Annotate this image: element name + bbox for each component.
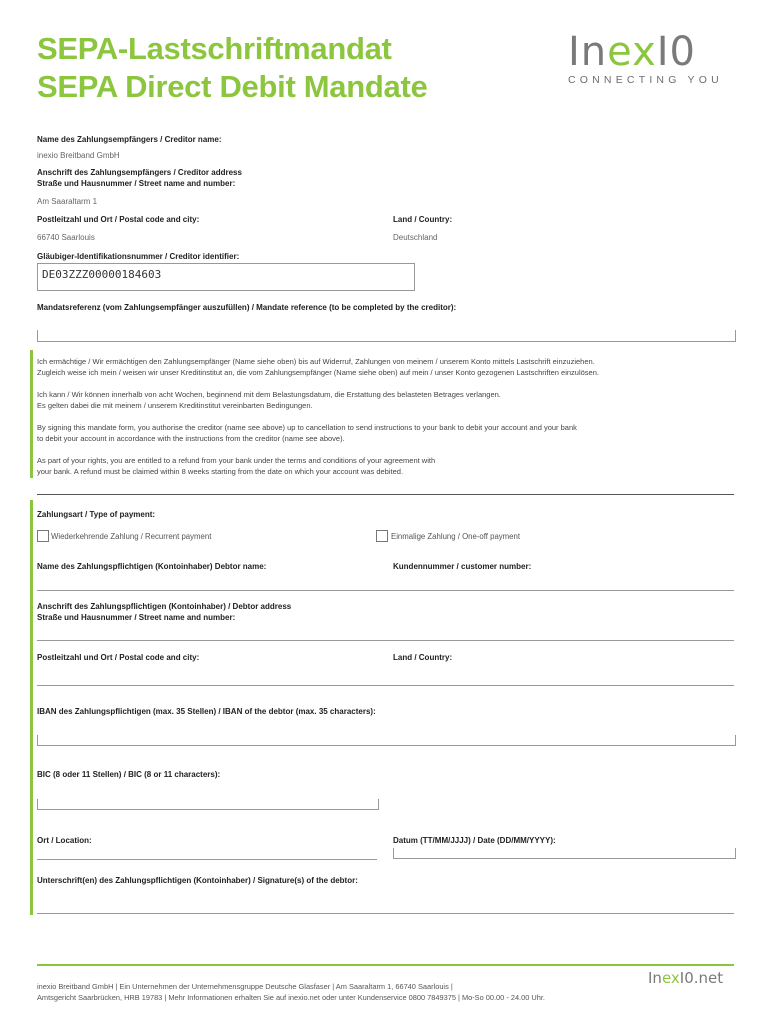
mandate-reference-label: Mandatsreferenz (vom Zahlungsempfänger auszufüllen) / Mandate reference (to be completed by the creditor): [37, 303, 457, 312]
one-off-payment-label: Einmalige Zahlung / One-off payment [391, 532, 521, 541]
debtor-name-field[interactable] [37, 590, 734, 591]
creditor-country-value: Deutschland [393, 233, 438, 242]
creditor-address-label-1: Anschrift des Zahlungsempfängers / Creditor address [37, 168, 242, 177]
creditor-postal-label: Postleitzahl und Ort / Postal code and city: [37, 215, 200, 224]
location-label: Ort / Location: [37, 836, 92, 845]
legal-text-accent-bar [30, 350, 33, 478]
footer-line-2: Amtsgericht Saarbrücken, HRB 19783 | Mehr Informationen erhalten Sie auf inexio.net oder unter Kundenservice 0800 7849375 | Mo-So 00.00 - 24.00 Uhr. [37, 993, 545, 1002]
mandate-reference-field[interactable] [37, 330, 736, 342]
debtor-address-label-1: Anschrift des Zahlungspflichtigen (Kontoinhaber) / Debtor address [37, 602, 292, 611]
debtor-address-field[interactable] [37, 640, 734, 641]
iban-field[interactable] [37, 735, 736, 746]
debtor-postal-field[interactable] [37, 685, 734, 686]
bic-label: BIC (8 oder 11 Stellen) / BIC (8 or 11 characters): [37, 770, 221, 779]
debtor-name-label: Name des Zahlungspflichtigen (Kontoinhaber) Debtor name: [37, 562, 267, 571]
bic-field[interactable] [37, 799, 379, 810]
creditor-country-label: Land / Country: [393, 215, 453, 224]
debtor-address-label-2: Straße und Hausnummer / Street name and number: [37, 613, 236, 622]
date-label: Datum (TT/MM/JJJJ) / Date (DD/MM/YYYY): [393, 836, 556, 845]
refund-paragraph-german: Ich kann / Wir können innerhalb von acht Wochen, beginnend mit dem Belastungsdatum, die Erstattung des belasteten Betrages verlangen. Es gelten dabei die mit meinem / unserem Kreditinstitut vereinbarten Bedingungen. [37, 390, 501, 410]
footer-line-1: inexio Breitband GmbH | Ein Unternehmen der Unternehmensgruppe Deutsche Glasfaser | Am Saaraltarm 1, 66740 Saarlouis | [37, 982, 453, 991]
refund-paragraph-english: As part of your rights, you are entitled to a refund from your bank under the terms and conditions of your agreement with your bank. A refund must be claimed within 8 weeks starting from the date on which your account was debited. [37, 456, 436, 476]
authorization-paragraph-english: By signing this mandate form, you authorise the creditor (name see above) up to cancellation to send instructions to your bank to debit your account and your bank to debit your account in accordance with the instructions from the creditor (name see above). [37, 423, 577, 443]
creditor-name-value: inexio Breitband GmbH [37, 151, 120, 160]
title-english: SEPA Direct Debit Mandate [37, 69, 428, 104]
iban-label: IBAN des Zahlungspflichtigen (max. 35 Stellen) / IBAN of the debtor (max. 35 characters): [37, 707, 376, 716]
inexio-logo [568, 29, 738, 86]
creditor-address-value: Am Saaraltarm 1 [37, 197, 98, 206]
debtor-postal-label: Postleitzahl und Ort / Postal code and city: [37, 653, 200, 662]
section-divider [37, 494, 734, 495]
customer-number-label: Kundennummer / customer number: [393, 562, 532, 571]
creditor-name-label: Name des Zahlungsempfängers / Creditor name: [37, 135, 222, 144]
logo-wordmark: InexI0 [568, 29, 696, 75]
date-field[interactable] [393, 848, 736, 859]
footer-logo: InexI0.net [648, 969, 724, 987]
title-german: SEPA-Lastschriftmandat [37, 31, 392, 66]
payment-type-label: Zahlungsart / Type of payment: [37, 510, 156, 519]
footer-text [37, 981, 597, 1003]
footer-divider [37, 964, 734, 966]
signature-field[interactable] [37, 913, 734, 914]
recurrent-payment-label: Wiederkehrende Zahlung / Recurrent payment [51, 532, 212, 541]
document-title [37, 30, 427, 106]
creditor-postal-value: 66740 Saarlouis [37, 233, 95, 242]
debtor-country-label: Land / Country: [393, 653, 453, 662]
creditor-id-label: Gläubiger-Identifikationsnummer / Creditor identifier: [37, 252, 240, 261]
location-field[interactable] [37, 859, 377, 860]
authorization-paragraph-german: Ich ermächtige / Wir ermächtigen den Zahlungsempfänger (Name siehe oben) bis auf Widerruf, Zahlungen von meinem / unserem Konto mittels Lastschrift einzuziehen. Zugleich weise ich mein / weisen wir unser Kreditinstitut an, die vom Zahlungsempfänger (Name siehe oben) auf mein / unser Konto gezogenen Lastschriften einzulösen. [37, 357, 599, 377]
creditor-id-value: DE03ZZZ00000184603 [42, 268, 162, 281]
signature-label: Unterschrift(en) des Zahlungspflichtigen (Kontoinhaber) / Signature(s) of the debtor: [37, 876, 358, 885]
debtor-section-accent-bar [30, 500, 33, 915]
recurrent-payment-checkbox[interactable] [37, 530, 49, 542]
creditor-address-label-2: Straße und Hausnummer / Street name and number: [37, 179, 236, 188]
one-off-payment-checkbox[interactable] [376, 530, 388, 542]
logo-tagline: CONNECTING YOU [568, 74, 723, 86]
